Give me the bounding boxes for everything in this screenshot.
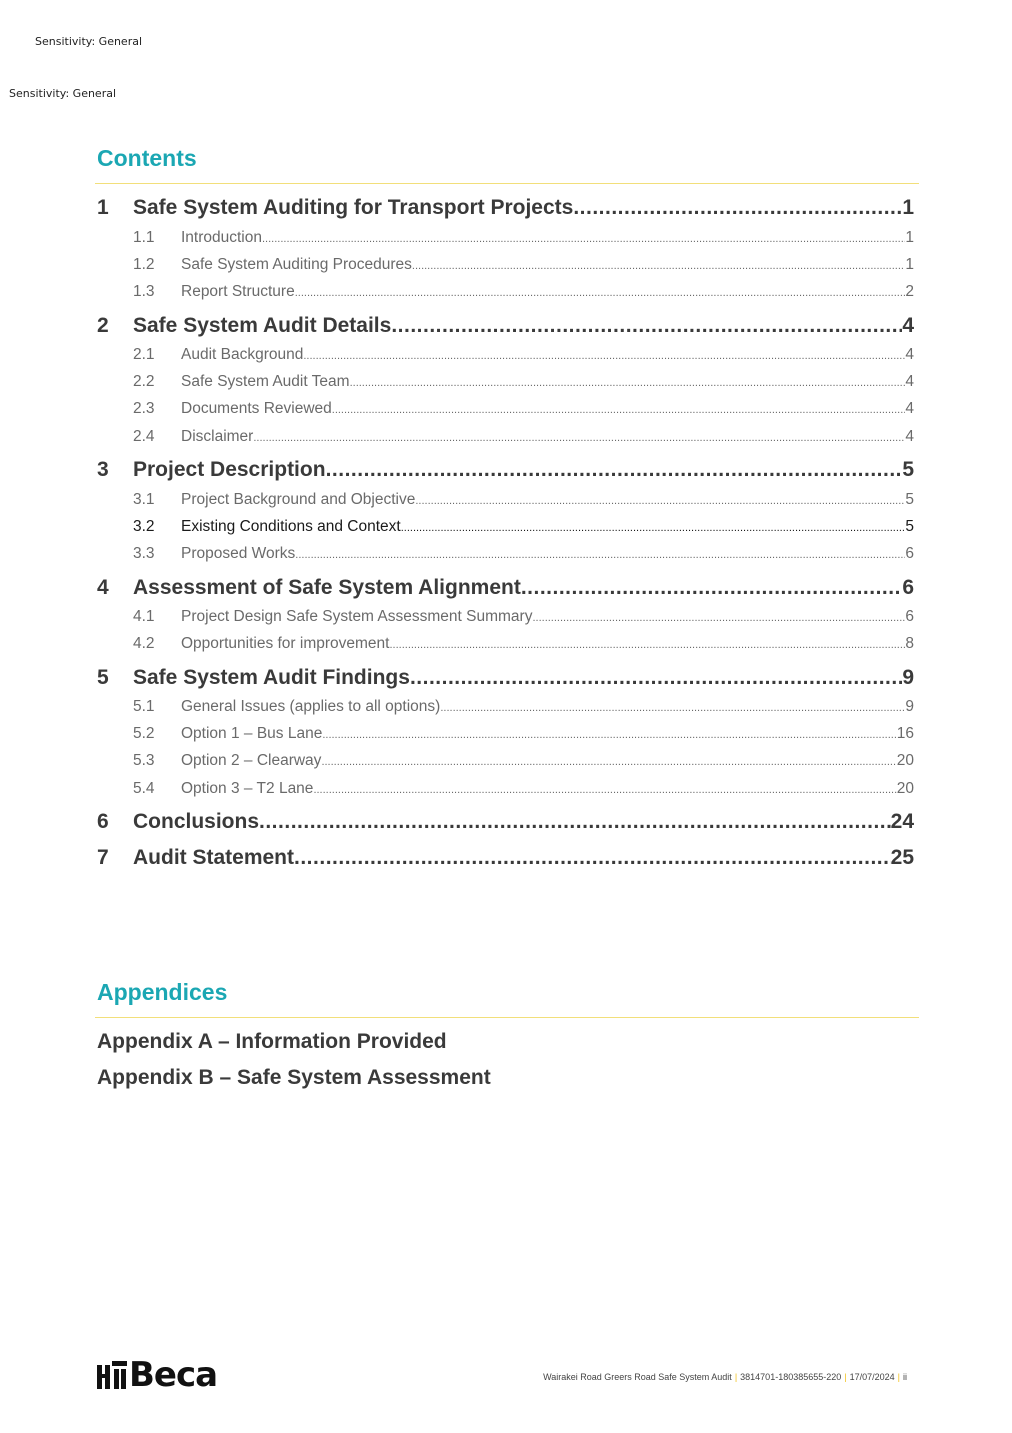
toc-item-title: Proposed Works	[181, 545, 296, 562]
toc-item-title: Existing Conditions and Context	[181, 518, 401, 535]
toc-item-title: Option 1 – Bus Lane	[181, 725, 323, 742]
toc-item-title: Project Background and Objective	[181, 491, 416, 508]
toc-item-2-1[interactable]	[133, 346, 914, 366]
toc-item-title: Safe System Auditing Procedures	[181, 256, 412, 273]
toc-page-number: 20	[896, 780, 914, 797]
dot-leader	[412, 260, 905, 272]
toc-section-number: 5	[97, 666, 109, 689]
toc-section-title: Project Description	[133, 458, 326, 481]
dot-leader	[532, 612, 905, 624]
toc-section-title: Safe System Auditing for Transport Projects	[133, 196, 574, 219]
beca-logo-text: Beca	[129, 1355, 218, 1395]
toc-item-number: 5.1	[133, 698, 155, 715]
toc-section-number: 7	[97, 846, 109, 869]
dot-leader	[415, 495, 905, 507]
dot-leader	[326, 458, 903, 482]
toc-item-1-3[interactable]	[133, 283, 914, 303]
toc-item-number: 2.1	[133, 346, 155, 363]
toc-section-number: 2	[97, 314, 109, 337]
toc-item-number: 2.4	[133, 428, 155, 445]
toc-section-title: Audit Statement	[133, 846, 295, 869]
toc-item-number: 1.3	[133, 283, 155, 300]
toc-item-number: 1.2	[133, 256, 155, 273]
dot-leader	[573, 196, 902, 220]
toc-item-title: Project Design Safe System Assessment Summary	[181, 608, 533, 625]
toc-section-title: Assessment of Safe System Alignment	[133, 576, 521, 599]
toc-item-1-2[interactable]	[133, 256, 914, 276]
dot-leader	[401, 522, 906, 534]
footer-doc-number: 3814701-180385655-220	[740, 1372, 842, 1382]
toc-item-number: 3.3	[133, 545, 155, 562]
toc-item-title: Option 2 – Clearway	[181, 752, 322, 769]
dot-leader	[410, 666, 902, 690]
toc-item-number: 3.2	[133, 518, 155, 535]
toc-page-number: 16	[896, 725, 914, 742]
dot-leader	[332, 404, 906, 416]
toc-page-number: 1	[905, 229, 914, 246]
toc-section-number: 3	[97, 458, 109, 481]
sensitivity-label-top: Sensitivity: General	[35, 35, 143, 48]
dot-leader	[322, 729, 896, 741]
dot-leader	[391, 314, 902, 338]
dot-leader	[295, 287, 906, 299]
toc-item-3-1[interactable]	[133, 491, 914, 511]
toc-page-number: 4	[902, 314, 914, 337]
footer-doc-title: Wairakei Road Greers Road Safe System Audit	[543, 1372, 732, 1382]
dot-leader	[440, 702, 905, 714]
toc-page-number: 2	[905, 283, 914, 300]
toc-item-5-2[interactable]	[133, 725, 914, 745]
footer-date: 17/07/2024	[849, 1372, 895, 1382]
toc-item-number: 5.4	[133, 780, 155, 797]
dot-leader	[253, 432, 905, 444]
dot-leader	[313, 784, 896, 796]
toc-page-number: 24	[890, 810, 914, 833]
dot-leader	[262, 233, 905, 245]
toc-page-number: 4	[905, 373, 914, 390]
toc-page-number: 9	[905, 698, 914, 715]
toc-page-number: 20	[896, 752, 914, 769]
toc-item-number: 4.2	[133, 635, 155, 652]
toc-page-number: 5	[905, 491, 914, 508]
toc-item-title: Opportunities for improvement	[181, 635, 390, 652]
toc-page-number: 1	[905, 256, 914, 273]
appendices-heading: Appendices	[97, 979, 228, 1005]
toc-page-number: 9	[902, 666, 914, 689]
toc-item-2-2[interactable]	[133, 373, 914, 393]
footer-page-number: ii	[903, 1372, 907, 1382]
toc-page-number: 6	[905, 608, 914, 625]
toc-section-number: 1	[97, 196, 109, 219]
toc-page-number: 6	[905, 545, 914, 562]
appendix-b-link[interactable]: Appendix B – Safe System Assessment	[97, 1066, 491, 1089]
dot-leader	[259, 810, 891, 834]
beca-logo	[97, 1355, 218, 1395]
toc-section-6[interactable]	[97, 810, 914, 836]
toc-item-3-3[interactable]	[133, 545, 914, 565]
toc-section-title: Safe System Audit Findings	[133, 666, 410, 689]
contents-divider	[95, 183, 919, 184]
toc-page-number: 25	[890, 846, 914, 869]
toc-item-2-4[interactable]	[133, 428, 914, 448]
footer-separator: |	[844, 1372, 847, 1382]
dot-leader	[303, 350, 905, 362]
toc-item-title: Option 3 – T2 Lane	[181, 780, 314, 797]
toc-page-number: 1	[902, 196, 914, 219]
toc-item-5-1[interactable]	[133, 698, 914, 718]
dot-leader	[295, 549, 905, 561]
dot-leader	[389, 639, 905, 651]
toc-item-5-3[interactable]	[133, 752, 914, 772]
toc-item-number: 3.1	[133, 491, 155, 508]
toc-item-title: Safe System Audit Team	[181, 373, 350, 390]
toc-item-4-2[interactable]	[133, 635, 914, 655]
toc-section-title: Conclusions	[133, 810, 260, 833]
toc-page-number: 4	[905, 346, 914, 363]
dot-leader	[350, 377, 906, 389]
toc-section-5[interactable]	[97, 666, 914, 692]
toc-section-title: Safe System Audit Details	[133, 314, 392, 337]
dot-leader	[321, 756, 896, 768]
toc-page-number: 8	[905, 635, 914, 652]
toc-item-5-4[interactable]	[133, 780, 914, 800]
toc-item-2-3[interactable]	[133, 400, 914, 420]
contents-heading: Contents	[97, 145, 197, 171]
toc-page-number: 4	[905, 428, 914, 445]
toc-item-number: 4.1	[133, 608, 155, 625]
footer-separator: |	[897, 1372, 900, 1382]
toc-item-title: Audit Background	[181, 346, 304, 363]
toc-section-7[interactable]	[97, 846, 914, 872]
dot-leader	[294, 846, 891, 870]
toc-section-1[interactable]	[97, 196, 914, 222]
toc-item-number: 1.1	[133, 229, 155, 246]
dot-leader	[521, 576, 902, 600]
toc-section-2[interactable]	[97, 314, 914, 340]
toc-item-title: Introduction	[181, 229, 262, 246]
toc-page-number: 4	[905, 400, 914, 417]
page-footer	[543, 1372, 907, 1382]
toc-item-title: Report Structure	[181, 283, 295, 300]
toc-item-title: General Issues (applies to all options)	[181, 698, 441, 715]
beca-logo-icon	[97, 1361, 127, 1389]
toc-item-number: 5.2	[133, 725, 155, 742]
toc-section-number: 4	[97, 576, 109, 599]
toc-item-1-1[interactable]	[133, 229, 914, 249]
toc-section-3[interactable]	[97, 458, 914, 484]
toc-item-title: Disclaimer	[181, 428, 254, 445]
appendix-a-link[interactable]: Appendix A – Information Provided	[97, 1030, 447, 1053]
toc-item-4-1[interactable]	[133, 608, 914, 628]
toc-item-3-2[interactable]	[133, 518, 914, 538]
toc-section-4[interactable]	[97, 576, 914, 602]
toc-page-number: 5	[902, 458, 914, 481]
sensitivity-label-second: Sensitivity: General	[9, 87, 117, 100]
toc-item-title: Documents Reviewed	[181, 400, 332, 417]
toc-item-number: 2.2	[133, 373, 155, 390]
toc-item-number: 5.3	[133, 752, 155, 769]
toc-page-number: 5	[905, 518, 914, 535]
toc-page-number: 6	[902, 576, 914, 599]
footer-separator: |	[734, 1372, 738, 1382]
toc-section-number: 6	[97, 810, 109, 833]
appendices-divider	[95, 1017, 919, 1018]
toc-item-number: 2.3	[133, 400, 155, 417]
